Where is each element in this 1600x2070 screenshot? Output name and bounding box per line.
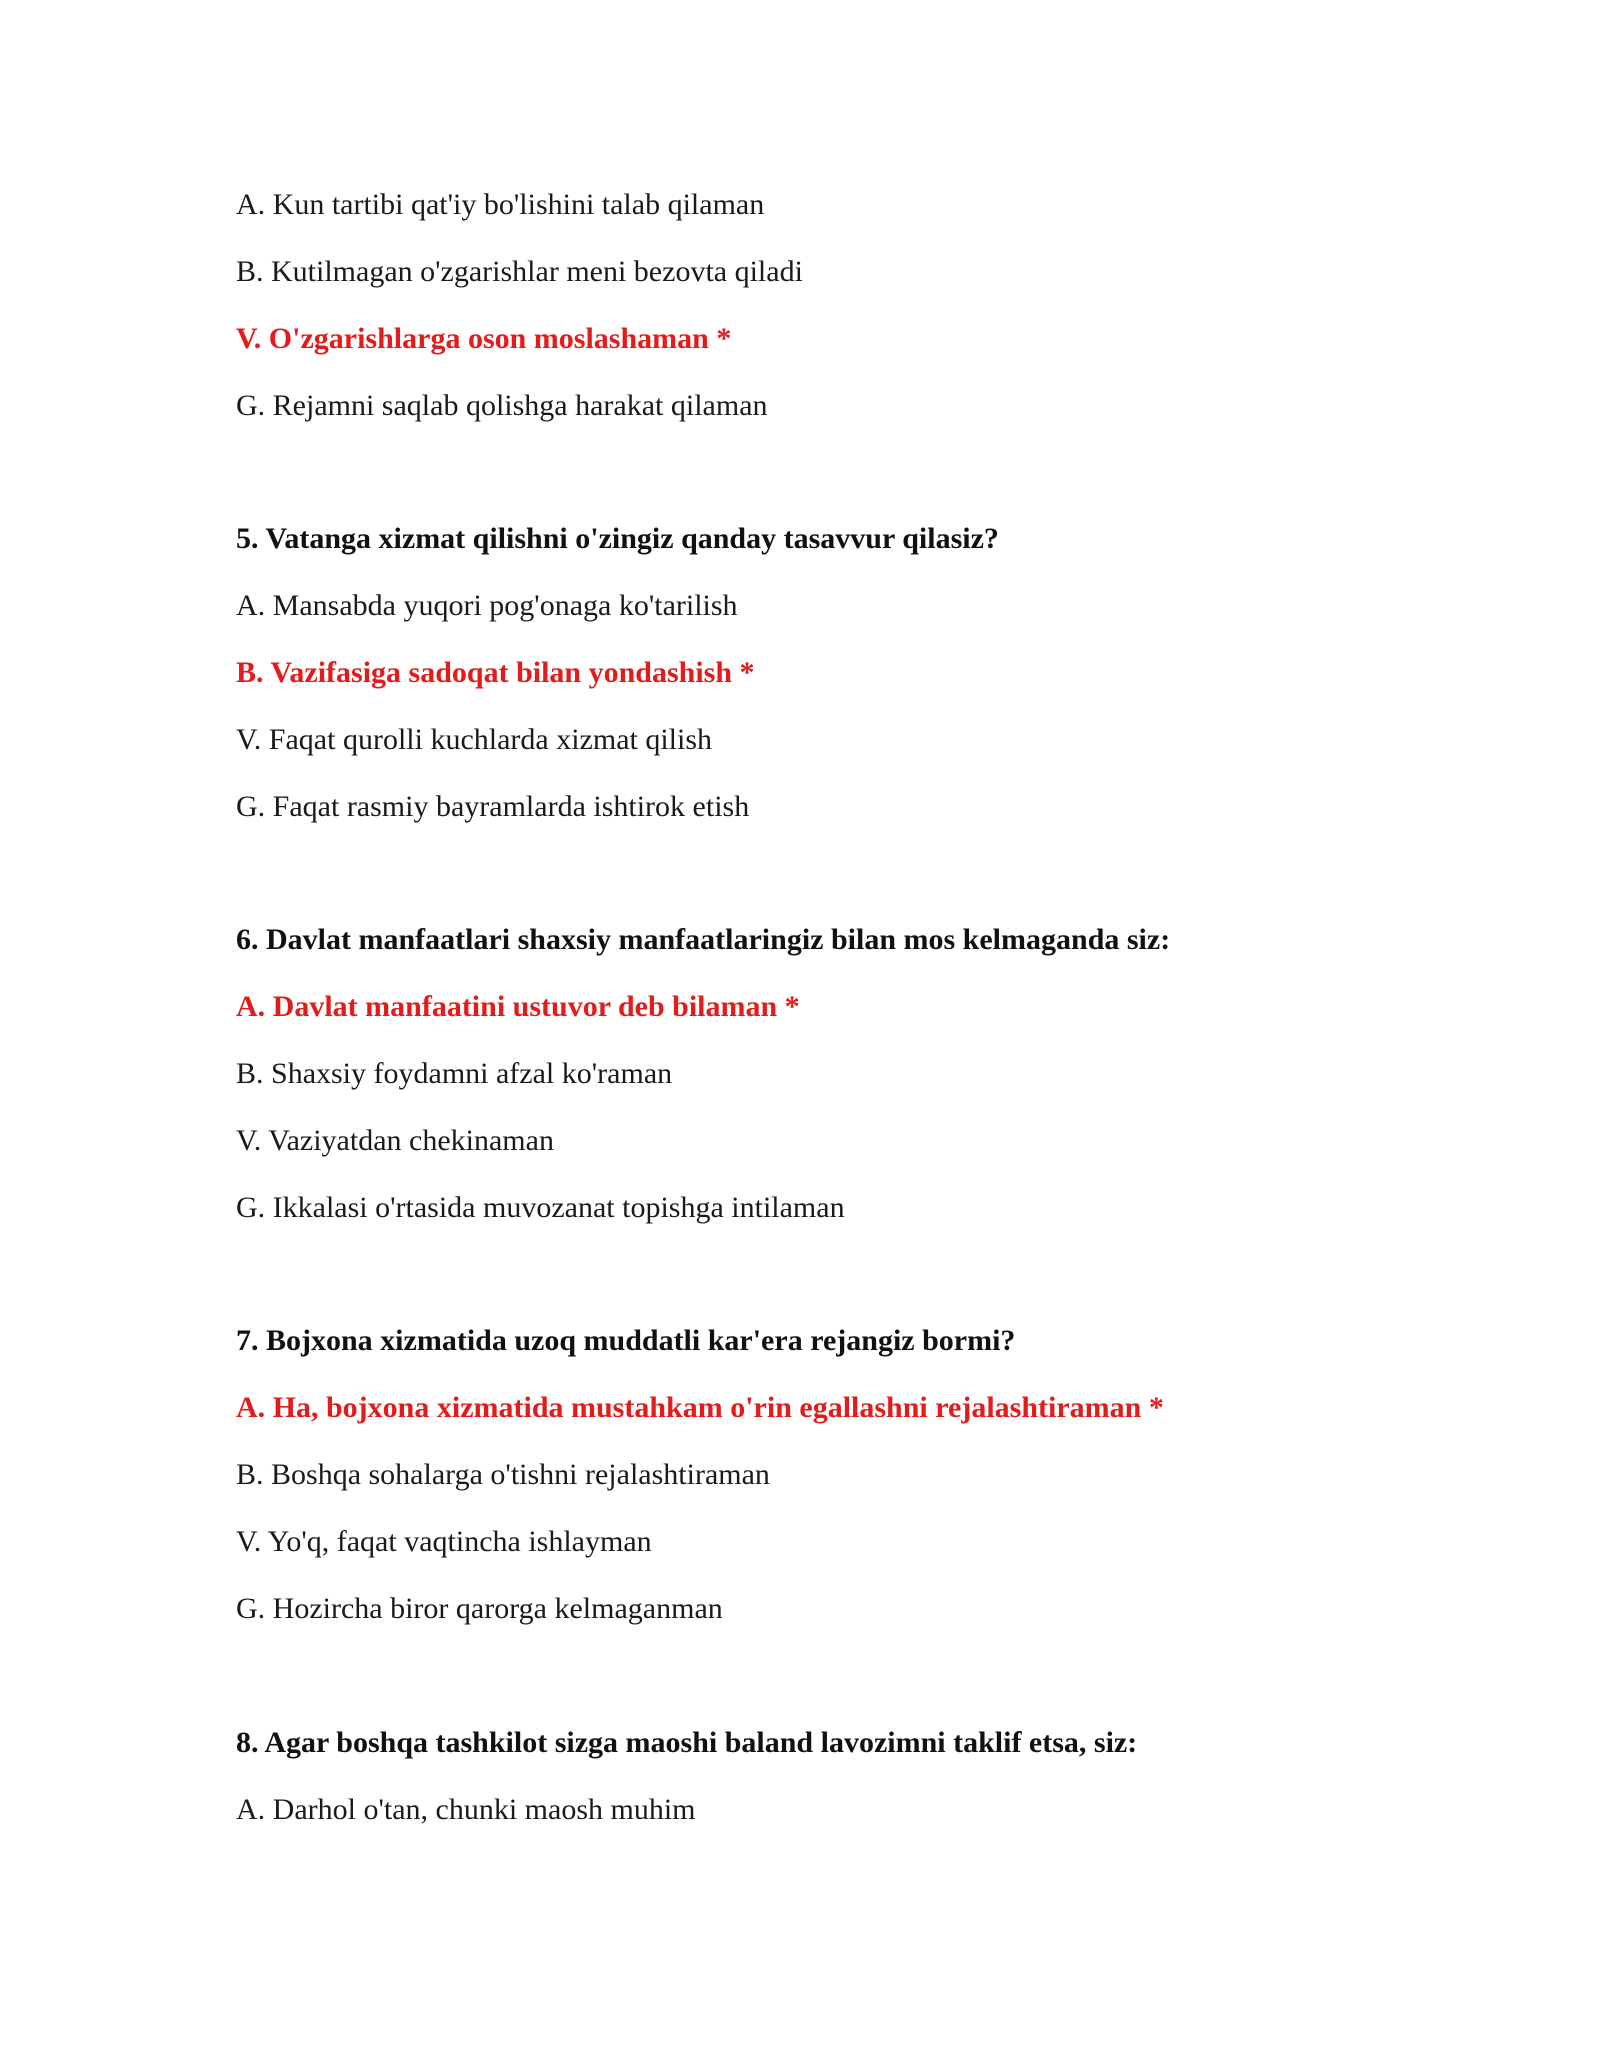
option-a-correct: A. Ha, bojxona xizmatida mustahkam o'rin egallashni rejalashtiraman * (236, 1391, 1164, 1424)
option-b: B. Boshqa sohalarga o'tishni rejalashtiraman (236, 1458, 770, 1491)
option-g: G. Rejamni saqlab qolishga harakat qilaman (236, 389, 768, 422)
option-g: G. Faqat rasmiy bayramlarda ishtirok etish (236, 790, 750, 823)
question-7: 7. Bojxona xizmatida uzoq muddatli kar'era rejangiz bormi? (236, 1324, 1016, 1357)
option-v: V. Faqat qurolli kuchlarda xizmat qilish (236, 723, 713, 756)
option-v: V. Vaziyatdan chekinaman (236, 1124, 554, 1157)
option-a: A. Kun tartibi qat'iy bo'lishini talab qilaman (236, 188, 765, 221)
option-a-correct: A. Davlat manfaatini ustuvor deb bilaman * (236, 990, 800, 1023)
option-v-correct: V. O'zgarishlarga oson moslashaman * (236, 322, 732, 355)
question-8: 8. Agar boshqa tashkilot sizga maoshi baland lavozimni taklif etsa, siz: (236, 1726, 1138, 1759)
option-g: G. Ikkalasi o'rtasida muvozanat topishga intilaman (236, 1191, 845, 1224)
option-a: A. Darhol o'tan, chunki maosh muhim (236, 1793, 696, 1826)
option-b-correct: B. Vazifasiga sadoqat bilan yondashish * (236, 656, 755, 689)
option-a: A. Mansabda yuqori pog'onaga ko'tarilish (236, 589, 738, 622)
option-b: B. Kutilmagan o'zgarishlar meni bezovta qiladi (236, 255, 803, 288)
question-6: 6. Davlat manfaatlari shaxsiy manfaatlaringiz bilan mos kelmaganda siz: (236, 923, 1171, 956)
option-v: V. Yo'q, faqat vaqtincha ishlayman (236, 1525, 652, 1558)
option-b: B. Shaxsiy foydamni afzal ko'raman (236, 1057, 673, 1090)
option-g: G. Hozircha biror qarorga kelmaganman (236, 1592, 723, 1625)
question-5: 5. Vatanga xizmat qilishni o'zingiz qanday tasavvur qilasiz? (236, 522, 999, 555)
